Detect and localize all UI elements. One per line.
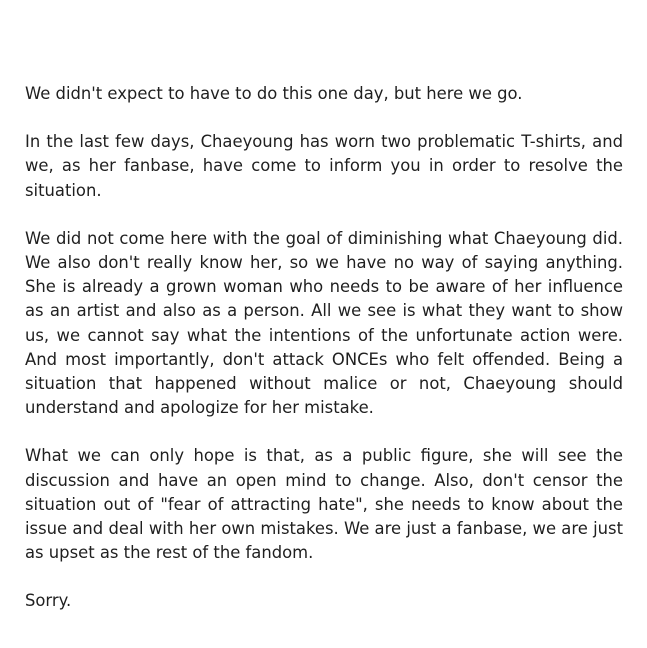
paragraph-position: We did not come here with the goal of diminishing what Chaeyoung did. We also don't really know her, so we have no way of saying anything. She is already a grown woman who needs to be aware of her influence as an artist and also as a person. All we see is what they want to show us, we cannot say what the intentions of the unfortunate action were. And most importantly, don't attack ONCEs who felt offended. Being a situation that happened without malice or not, Chaeyoung should understand and apologize for her mistake. xyxy=(25,228,623,418)
paragraph-context: In the last few days, Chaeyoung has worn two problematic T-shirts, and we, as her fanbase, have come to inform you in order to resolve the situation. xyxy=(25,132,623,200)
paragraph-hope: What we can only hope is that, as a public figure, she will see the discussion and have an open mind to change. Also, don't censor the situation out of "fear of attracting hate", she needs to know about the issue and deal with her own mistakes. We are just a fanbase, we are just as upset as the rest of the fandom. xyxy=(25,446,623,563)
paragraph-closing: Sorry. xyxy=(25,591,72,611)
paragraph-intro: We didn't expect to have to do this one day, but here we go. xyxy=(25,84,523,103)
statement-document xyxy=(25,82,623,614)
